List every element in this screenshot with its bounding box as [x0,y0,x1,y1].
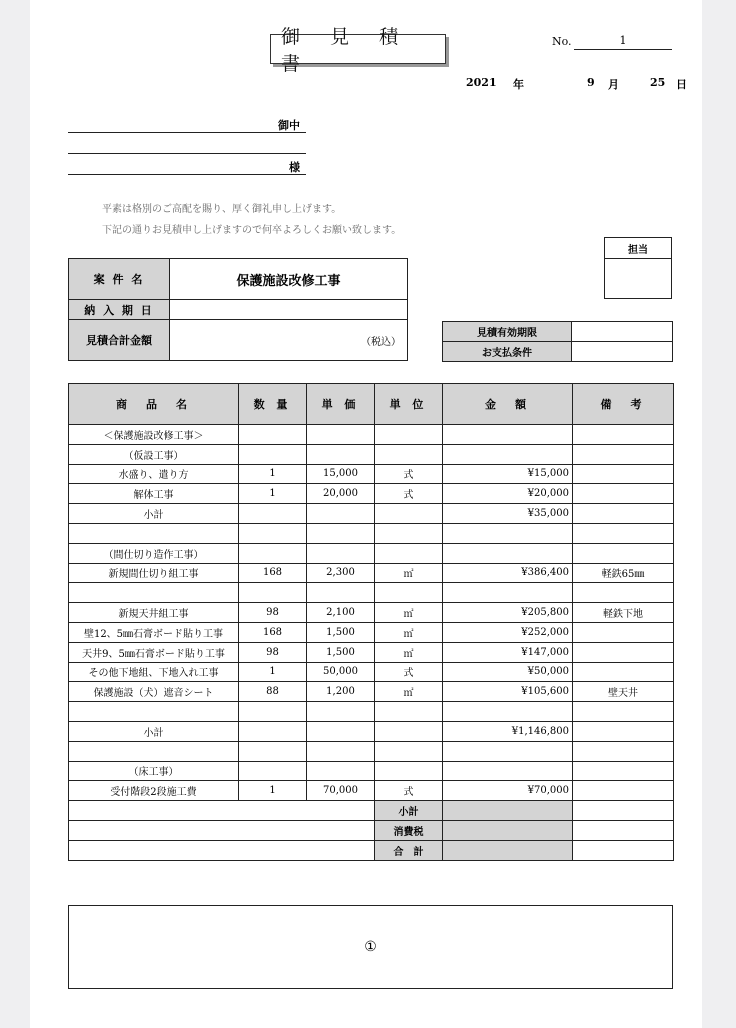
cell-unit: ㎡ [375,642,443,662]
line-items-table [68,383,674,861]
cell-quantity: 1 [239,781,307,801]
cell-unit: 式 [375,662,443,682]
date-year-unit: 年 [513,78,524,91]
line-items-body [69,425,674,801]
col-item-name: 商 品 名 [69,384,239,425]
col-unit: 単 位 [375,384,443,425]
summary-total-value [443,840,573,860]
table-row [69,563,674,583]
cell-quantity: 88 [239,682,307,702]
summary-blank [69,840,375,860]
cell-unit-price [307,543,375,563]
cell-item-name: （仮設工事） [69,444,239,464]
summary-blank [69,801,375,821]
cell-unit-price [307,444,375,464]
cell-item-name [69,583,239,603]
cell-quantity [239,761,307,781]
cell-unit [375,425,443,445]
cell-amount [443,702,573,722]
cell-amount [443,543,573,563]
cell-remarks [573,721,674,741]
greeting-line-2: 下記の通りお見積申し上げますので何卒よろしくお願い致します。 [102,225,402,236]
summary-total-label: 合 計 [375,840,443,860]
cell-quantity: 98 [239,642,307,662]
cell-unit-price: 50,000 [307,662,375,682]
cell-remarks [573,583,674,603]
table-row [69,425,674,445]
table-row [69,583,674,603]
cell-amount: ¥70,000 [443,781,573,801]
summary-row-subtotal [69,801,674,821]
cell-item-name [69,741,239,761]
cell-quantity: 1 [239,484,307,504]
cell-remarks [573,523,674,543]
summary-subtotal-value [443,801,573,821]
cell-remarks [573,662,674,682]
cell-quantity: 168 [239,563,307,583]
date-day-unit: 日 [676,78,687,91]
cell-unit [375,444,443,464]
payment-terms-value [572,342,673,362]
cell-amount: ¥205,800 [443,603,573,623]
cell-amount: ¥15,000 [443,464,573,484]
cell-quantity [239,523,307,543]
cell-remarks: 軽鉄65㎜ [573,563,674,583]
table-row [69,484,674,504]
document-title: 御 見 積 書 [270,34,446,64]
tax-included-note: （税込） [361,336,401,348]
cell-unit [375,523,443,543]
recipient-company-line: 御中 [68,117,306,133]
table-row [69,702,674,722]
date-month-unit: 月 [608,78,619,91]
delivery-date-value [170,300,408,320]
table-row [69,642,674,662]
cell-amount [443,741,573,761]
summary-total-remarks [573,840,674,860]
project-name-value: 保護施設改修工事 [170,259,408,300]
cell-unit-price [307,425,375,445]
table-row [69,721,674,741]
cell-item-name: 解体工事 [69,484,239,504]
greeting-line-1: 平素は格別のご高配を賜り、厚く御礼申し上げます。 [102,204,342,215]
validity-table [442,321,673,362]
col-remarks: 備 考 [573,384,674,425]
cell-amount [443,425,573,445]
cell-unit-price: 1,500 [307,622,375,642]
recipient-blank-line [68,138,306,154]
total-amount-label: 見積合計金額 [69,320,170,361]
date-month: 9 [587,76,595,89]
col-unit-price: 単 価 [307,384,375,425]
summary-row-tax [69,820,674,840]
cell-unit-price [307,523,375,543]
cell-amount: ¥386,400 [443,563,573,583]
cell-item-name [69,702,239,722]
cell-amount [443,583,573,603]
cell-amount: ¥252,000 [443,622,573,642]
cell-unit: 式 [375,464,443,484]
cell-unit: ㎡ [375,682,443,702]
cell-remarks [573,642,674,662]
cell-quantity [239,741,307,761]
total-amount-value [170,320,408,361]
cell-unit-price: 15,000 [307,464,375,484]
project-info-table [68,258,408,361]
summary-row-total [69,840,674,860]
cell-remarks [573,761,674,781]
number-label: No. [552,35,572,48]
cell-remarks [573,484,674,504]
cell-item-name: 受付階段2段施工費 [69,781,239,801]
summary-body [69,801,674,860]
cell-remarks [573,622,674,642]
summary-tax-remarks [573,820,674,840]
cell-item-name: 小計 [69,504,239,524]
date-year: 2021 [466,76,497,89]
cell-unit-price: 1,500 [307,642,375,662]
cell-item-name: 壁12、5㎜石膏ボード貼り工事 [69,622,239,642]
table-row [69,603,674,623]
number-value: 1 [574,34,672,50]
cell-quantity [239,702,307,722]
table-row [69,622,674,642]
cell-unit-price [307,741,375,761]
cell-quantity [239,543,307,563]
cell-amount: ¥50,000 [443,662,573,682]
validity-period-label: 見積有効期限 [443,322,572,342]
table-row [69,781,674,801]
cell-item-name: 水盛り、遣り方 [69,464,239,484]
cell-quantity: 1 [239,662,307,682]
cell-quantity [239,504,307,524]
cell-item-name: その他下地組、下地入れ工事 [69,662,239,682]
cell-item-name: （間仕切り造作工事） [69,543,239,563]
cell-remarks: 壁天井 [573,682,674,702]
person-in-charge-label: 担当 [605,238,671,259]
cell-quantity [239,583,307,603]
table-row [69,464,674,484]
cell-unit: 式 [375,484,443,504]
cell-unit-price: 2,100 [307,603,375,623]
cell-remarks [573,444,674,464]
cell-unit-price [307,504,375,524]
summary-blank [69,820,375,840]
remarks-marker: ① [364,939,377,955]
cell-unit: 式 [375,781,443,801]
table-row [69,682,674,702]
project-name-label: 案 件 名 [69,259,170,300]
cell-amount: ¥105,600 [443,682,573,702]
summary-subtotal-label: 小計 [375,801,443,821]
cell-remarks [573,781,674,801]
cell-unit-price: 2,300 [307,563,375,583]
table-row [69,543,674,563]
cell-remarks [573,543,674,563]
col-quantity: 数 量 [239,384,307,425]
summary-tax-value [443,820,573,840]
col-amount: 金 額 [443,384,573,425]
person-in-charge-box [604,237,672,299]
cell-unit: ㎡ [375,622,443,642]
validity-period-value [572,322,673,342]
cell-unit-price [307,702,375,722]
cell-remarks [573,425,674,445]
payment-terms-label: お支払条件 [443,342,572,362]
cell-item-name: （床工事） [69,761,239,781]
cell-item-name: 小計 [69,721,239,741]
cell-amount [443,523,573,543]
cell-unit [375,741,443,761]
cell-amount [443,761,573,781]
summary-subtotal-remarks [573,801,674,821]
table-row [69,523,674,543]
cell-unit-price: 1,200 [307,682,375,702]
cell-item-name: 天井9、5㎜石膏ボード貼り工事 [69,642,239,662]
cell-unit [375,504,443,524]
cell-quantity: 1 [239,464,307,484]
summary-tax-label: 消費税 [375,820,443,840]
table-row [69,761,674,781]
estimate-document [30,0,702,1028]
date-day: 25 [650,76,666,89]
cell-quantity: 98 [239,603,307,623]
table-row [69,444,674,464]
cell-unit-price: 70,000 [307,781,375,801]
cell-unit-price [307,583,375,603]
cell-unit [375,583,443,603]
cell-unit [375,761,443,781]
remarks-box [68,905,673,989]
cell-quantity [239,721,307,741]
cell-quantity [239,444,307,464]
cell-remarks [573,504,674,524]
cell-amount: ¥147,000 [443,642,573,662]
cell-item-name: 新規間仕切り組工事 [69,563,239,583]
table-row [69,662,674,682]
cell-remarks [573,741,674,761]
cell-quantity [239,425,307,445]
cell-item-name [69,523,239,543]
cell-item-name: 保護施設（犬）遮音シート [69,682,239,702]
cell-amount: ¥20,000 [443,484,573,504]
cell-remarks: 軽鉄下地 [573,603,674,623]
cell-item-name: ＜保護施設改修工事＞ [69,425,239,445]
cell-unit [375,543,443,563]
cell-unit-price [307,761,375,781]
cell-quantity: 168 [239,622,307,642]
cell-unit-price [307,721,375,741]
table-row [69,504,674,524]
cell-unit [375,702,443,722]
cell-amount: ¥35,000 [443,504,573,524]
recipient-person-line: 様 [68,159,306,175]
cell-remarks [573,702,674,722]
cell-amount [443,444,573,464]
table-row [69,741,674,761]
cell-unit: ㎡ [375,603,443,623]
table-header-row [69,384,674,425]
cell-remarks [573,464,674,484]
cell-item-name: 新規天井組工事 [69,603,239,623]
cell-unit: ㎡ [375,563,443,583]
delivery-date-label: 納 入 期 日 [69,300,170,320]
cell-amount: ¥1,146,800 [443,721,573,741]
cell-unit [375,721,443,741]
cell-unit-price: 20,000 [307,484,375,504]
